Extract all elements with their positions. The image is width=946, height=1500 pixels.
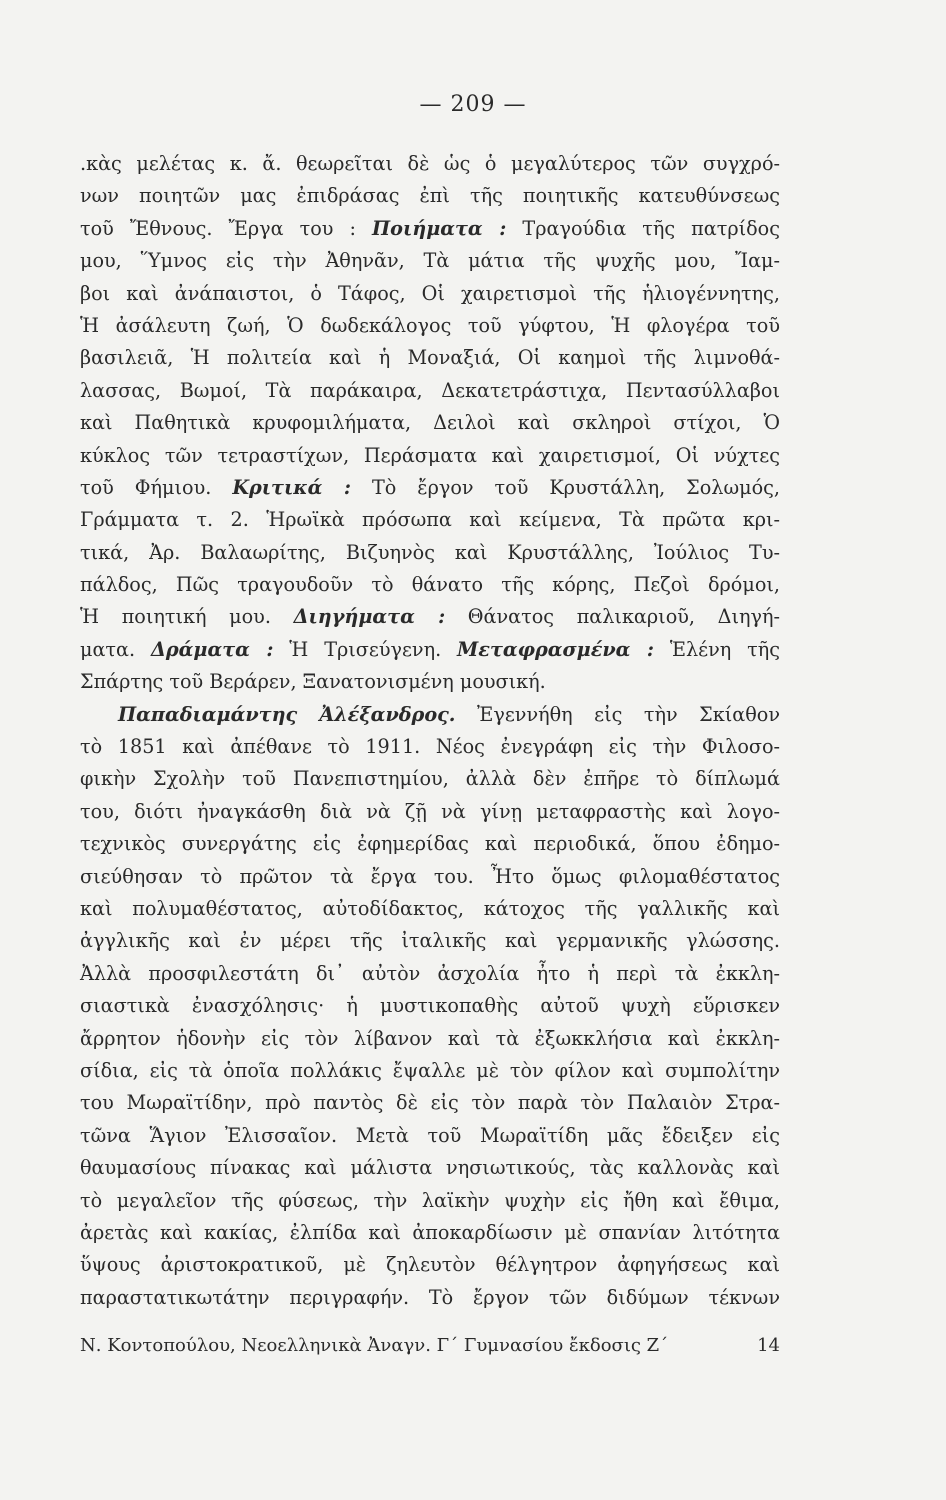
line-text: τοῦ Φήμιου.: [80, 475, 233, 499]
text-line: [80, 310, 780, 342]
line-text: βασιλειᾶ, Ἡ πολιτεία καὶ ἡ Μοναξιά, Οἱ καημοὶ τῆς λιμνοθά-: [80, 346, 780, 370]
text-line: [80, 1087, 780, 1119]
text-line: [80, 504, 780, 536]
text-line: [80, 537, 780, 569]
text-line: [80, 1152, 780, 1184]
text-line: [80, 958, 780, 990]
line-text: λασσας, Βωμοί, Τὰ παράκαιρα, Δεκατετράστιχα, Πεντασύλλαβοι: [80, 378, 780, 402]
text-line: [80, 278, 780, 310]
line-text: καὶ Παθητικὰ κρυφομιλήματα, Δειλοὶ καὶ σκληροὶ στίχοι, Ὁ: [80, 411, 780, 435]
text-line: [80, 180, 780, 212]
text-line: [80, 893, 780, 925]
line-text: Τὸ ἔργον τοῦ Κρυστάλλη, Σολωμός,: [351, 475, 780, 499]
text-line: [80, 925, 780, 957]
text-line: [80, 666, 780, 698]
text-line: [80, 634, 780, 666]
line-text: σίδια, εἰς τὰ ὁποῖα πολλάκις ἔψαλλε μὲ τὸν φίλον καὶ συμπολίτην: [80, 1058, 780, 1082]
line-text: τικά, Ἀρ. Βαλαωρίτης, Βιζυηνὸς καὶ Κρυστάλλης, Ἰούλιος Τυ-: [80, 540, 780, 564]
heading-term: Μεταφρασμένα :: [457, 637, 654, 661]
text-line: [80, 796, 780, 828]
line-text: ἀγγλικῆς καὶ ἐν μέρει τῆς ἰταλικῆς καὶ γερμανικῆς γλώσσης.: [80, 929, 780, 953]
text-line: [80, 601, 780, 633]
text-line: [80, 213, 780, 245]
heading-term: Δράματα :: [150, 637, 274, 661]
heading-term: Παπαδιαμάντης Ἀλέξανδρος.: [118, 702, 456, 726]
text-line: [80, 1249, 780, 1281]
text-line: [80, 440, 780, 472]
line-text: του Μωραϊτίδην, πρὸ παντὸς δὲ εἰς τὸν παρὰ τὸν Παλαιὸν Στρα-: [80, 1091, 780, 1115]
heading-term: Διηγήματα :: [293, 605, 446, 629]
line-text: φικὴν Σχολὴν τοῦ Πανεπιστημίου, ἀλλὰ δὲν ἐπῆρε τὸ δίπλωμά: [80, 767, 780, 791]
text-line: [80, 1055, 780, 1087]
line-text: Ἡ ποιητική μου.: [80, 605, 294, 629]
line-text: ἄρρητον ἡδονὴν εἰς τὸν λίβανον καὶ τὰ ἐξωκκλήσια καὶ ἐκκλη-: [80, 1026, 780, 1050]
text-line: [80, 569, 780, 601]
line-text: σιεύθησαν τὸ πρῶτον τὰ ἔργα του. Ἦτο ὅμως φιλομαθέστατος: [80, 864, 780, 888]
line-text: παραστατικωτάτην περιγραφήν. Τὸ ἔργον τῶν διδύμων τέκνων: [80, 1285, 780, 1309]
text-line: [80, 763, 780, 795]
line-text: τοῦ Ἔθνους. Ἔργα του :: [80, 216, 373, 240]
line-text: τὸ 1851 καὶ ἀπέθανε τὸ 1911. Νέος ἐνεγράφη εἰς τὴν Φιλοσο-: [80, 735, 780, 759]
line-text: βοι καὶ ἀνάπαιστοι, ὁ Τάφος, Οἱ χαιρετισμοὶ τῆς ἡλιογέννητης,: [80, 281, 780, 305]
text-line: [80, 472, 780, 504]
line-text: ὕψους ἀριστοκρατικοῦ, μὲ ζηλευτὸν θέλγητρον ἀφηγήσεως καὶ: [80, 1253, 780, 1277]
line-text: πάλδος, Πῶς τραγουδοῦν τὸ θάνατο τῆς κόρης, Πεζοὶ δρόμοι,: [80, 573, 780, 597]
line-text: Ἡ Τρισεύγενη.: [273, 637, 458, 661]
text-line: [80, 407, 780, 439]
body-text: [80, 148, 780, 1314]
line-text: .κὰς μελέτας κ. ἄ. θεωρεῖται δὲ ὡς ὁ μεγαλύτερος τῶν συγχρό-: [80, 152, 780, 175]
line-text: σιαστικὰ ἐνασχόλησις· ἡ μυστικοπαθὴς αὐτοῦ ψυχὴ εὕρισκεν: [80, 994, 780, 1018]
text-line: [80, 245, 780, 277]
page-number: — 209 —: [419, 92, 527, 117]
line-text: κύκλος τῶν τετραστίχων, Περάσματα καὶ χαιρετισμοί, Οἱ νύχτες: [80, 443, 780, 467]
line-text: καὶ πολυμαθέστατος, αὐτοδίδακτος, κάτοχος τῆς γαλλικῆς καὶ: [80, 896, 780, 920]
line-text: τῶνα Ἅγιον Ἐλισσαῖον. Μετὰ τοῦ Μωραϊτίδη μᾶς ἔδειξεν εἰς: [80, 1123, 780, 1147]
heading-term: Κριτικά :: [232, 475, 352, 499]
text-line: [80, 1185, 780, 1217]
text-line: [80, 1217, 780, 1249]
line-text: Ἑλένη τῆς: [653, 637, 780, 661]
line-text: μου, Ὕμνος εἰς τὴν Ἀθηνᾶν, Τὰ μάτια τῆς ψυχῆς μου, Ἴαμ-: [80, 249, 780, 273]
footer: [80, 1335, 780, 1356]
text-line: [80, 1023, 780, 1055]
text-line: [80, 990, 780, 1022]
line-text: Ἐγεννήθη εἰς τὴν Σκίαθον: [455, 702, 780, 726]
line-text: Τραγούδια τῆς πατρίδος: [506, 216, 780, 240]
line-text: τὸ μεγαλεῖον τῆς φύσεως, τὴν λαϊκὴν ψυχὴν εἰς ἤθη καὶ ἔθιμα,: [80, 1188, 780, 1212]
line-text: του, διότι ἠναγκάσθη διὰ νὰ ζῇ νὰ γίνῃ μεταφραστὴς καὶ λογο-: [80, 799, 780, 823]
text-line: [80, 731, 780, 763]
line-text: Θάνατος παλικαριοῦ, Διηγή-: [445, 605, 780, 629]
line-text: θαυμασίους πίνακας καὶ μάλιστα νησιωτικούς, τὰς καλλονὰς καὶ: [80, 1156, 780, 1180]
line-text: Ἀλλὰ προσφιλεστάτη δι᾿ αὐτὸν ἀσχολία ἦτο ἡ περὶ τὰ ἐκκλη-: [80, 961, 780, 985]
text-line: [80, 828, 780, 860]
footer-sheet-number: 14: [757, 1335, 780, 1356]
line-text: ἀρετὰς καὶ κακίας, ἐλπίδα καὶ ἀποκαρδίωσιν μὲ σπανίαν λιτότητα: [80, 1220, 780, 1244]
line-text: ματα.: [80, 637, 151, 661]
heading-term: Ποιήματα :: [372, 216, 507, 240]
line-text: Ἡ ἀσάλευτη ζωή, Ὁ δωδεκάλογος τοῦ γύφτου, Ἡ φλογέρα τοῦ: [80, 313, 780, 337]
line-text: Σπάρτης τοῦ Βεράρεν, Ξανατονισμένη μουσική.: [80, 670, 546, 694]
line-text: τεχνικὸς συνεργάτης εἰς ἐφημερίδας καὶ περιοδικά, ὅπου ἐδημο-: [80, 832, 780, 856]
text-line: [80, 861, 780, 893]
text-line: [80, 1282, 780, 1314]
text-line: [80, 699, 780, 731]
footer-signature: Ν. Κοντοπούλου, Νεοελληνικὰ Ἀναγν. Γ΄ Γυμνασίου ἔκδοσις Ζ΄: [80, 1335, 669, 1356]
text-line: [80, 342, 780, 374]
text-line: [80, 1120, 780, 1152]
text-line: [80, 375, 780, 407]
line-text: νων ποιητῶν μας ἐπιδράσας ἐπὶ τῆς ποιητικῆς κατευθύνσεως: [80, 184, 780, 208]
text-line: [80, 148, 780, 180]
line-text: Γράμματα τ. 2. Ἡρωϊκὰ πρόσωπα καὶ κείμενα, Τὰ πρῶτα κρι-: [80, 508, 780, 532]
